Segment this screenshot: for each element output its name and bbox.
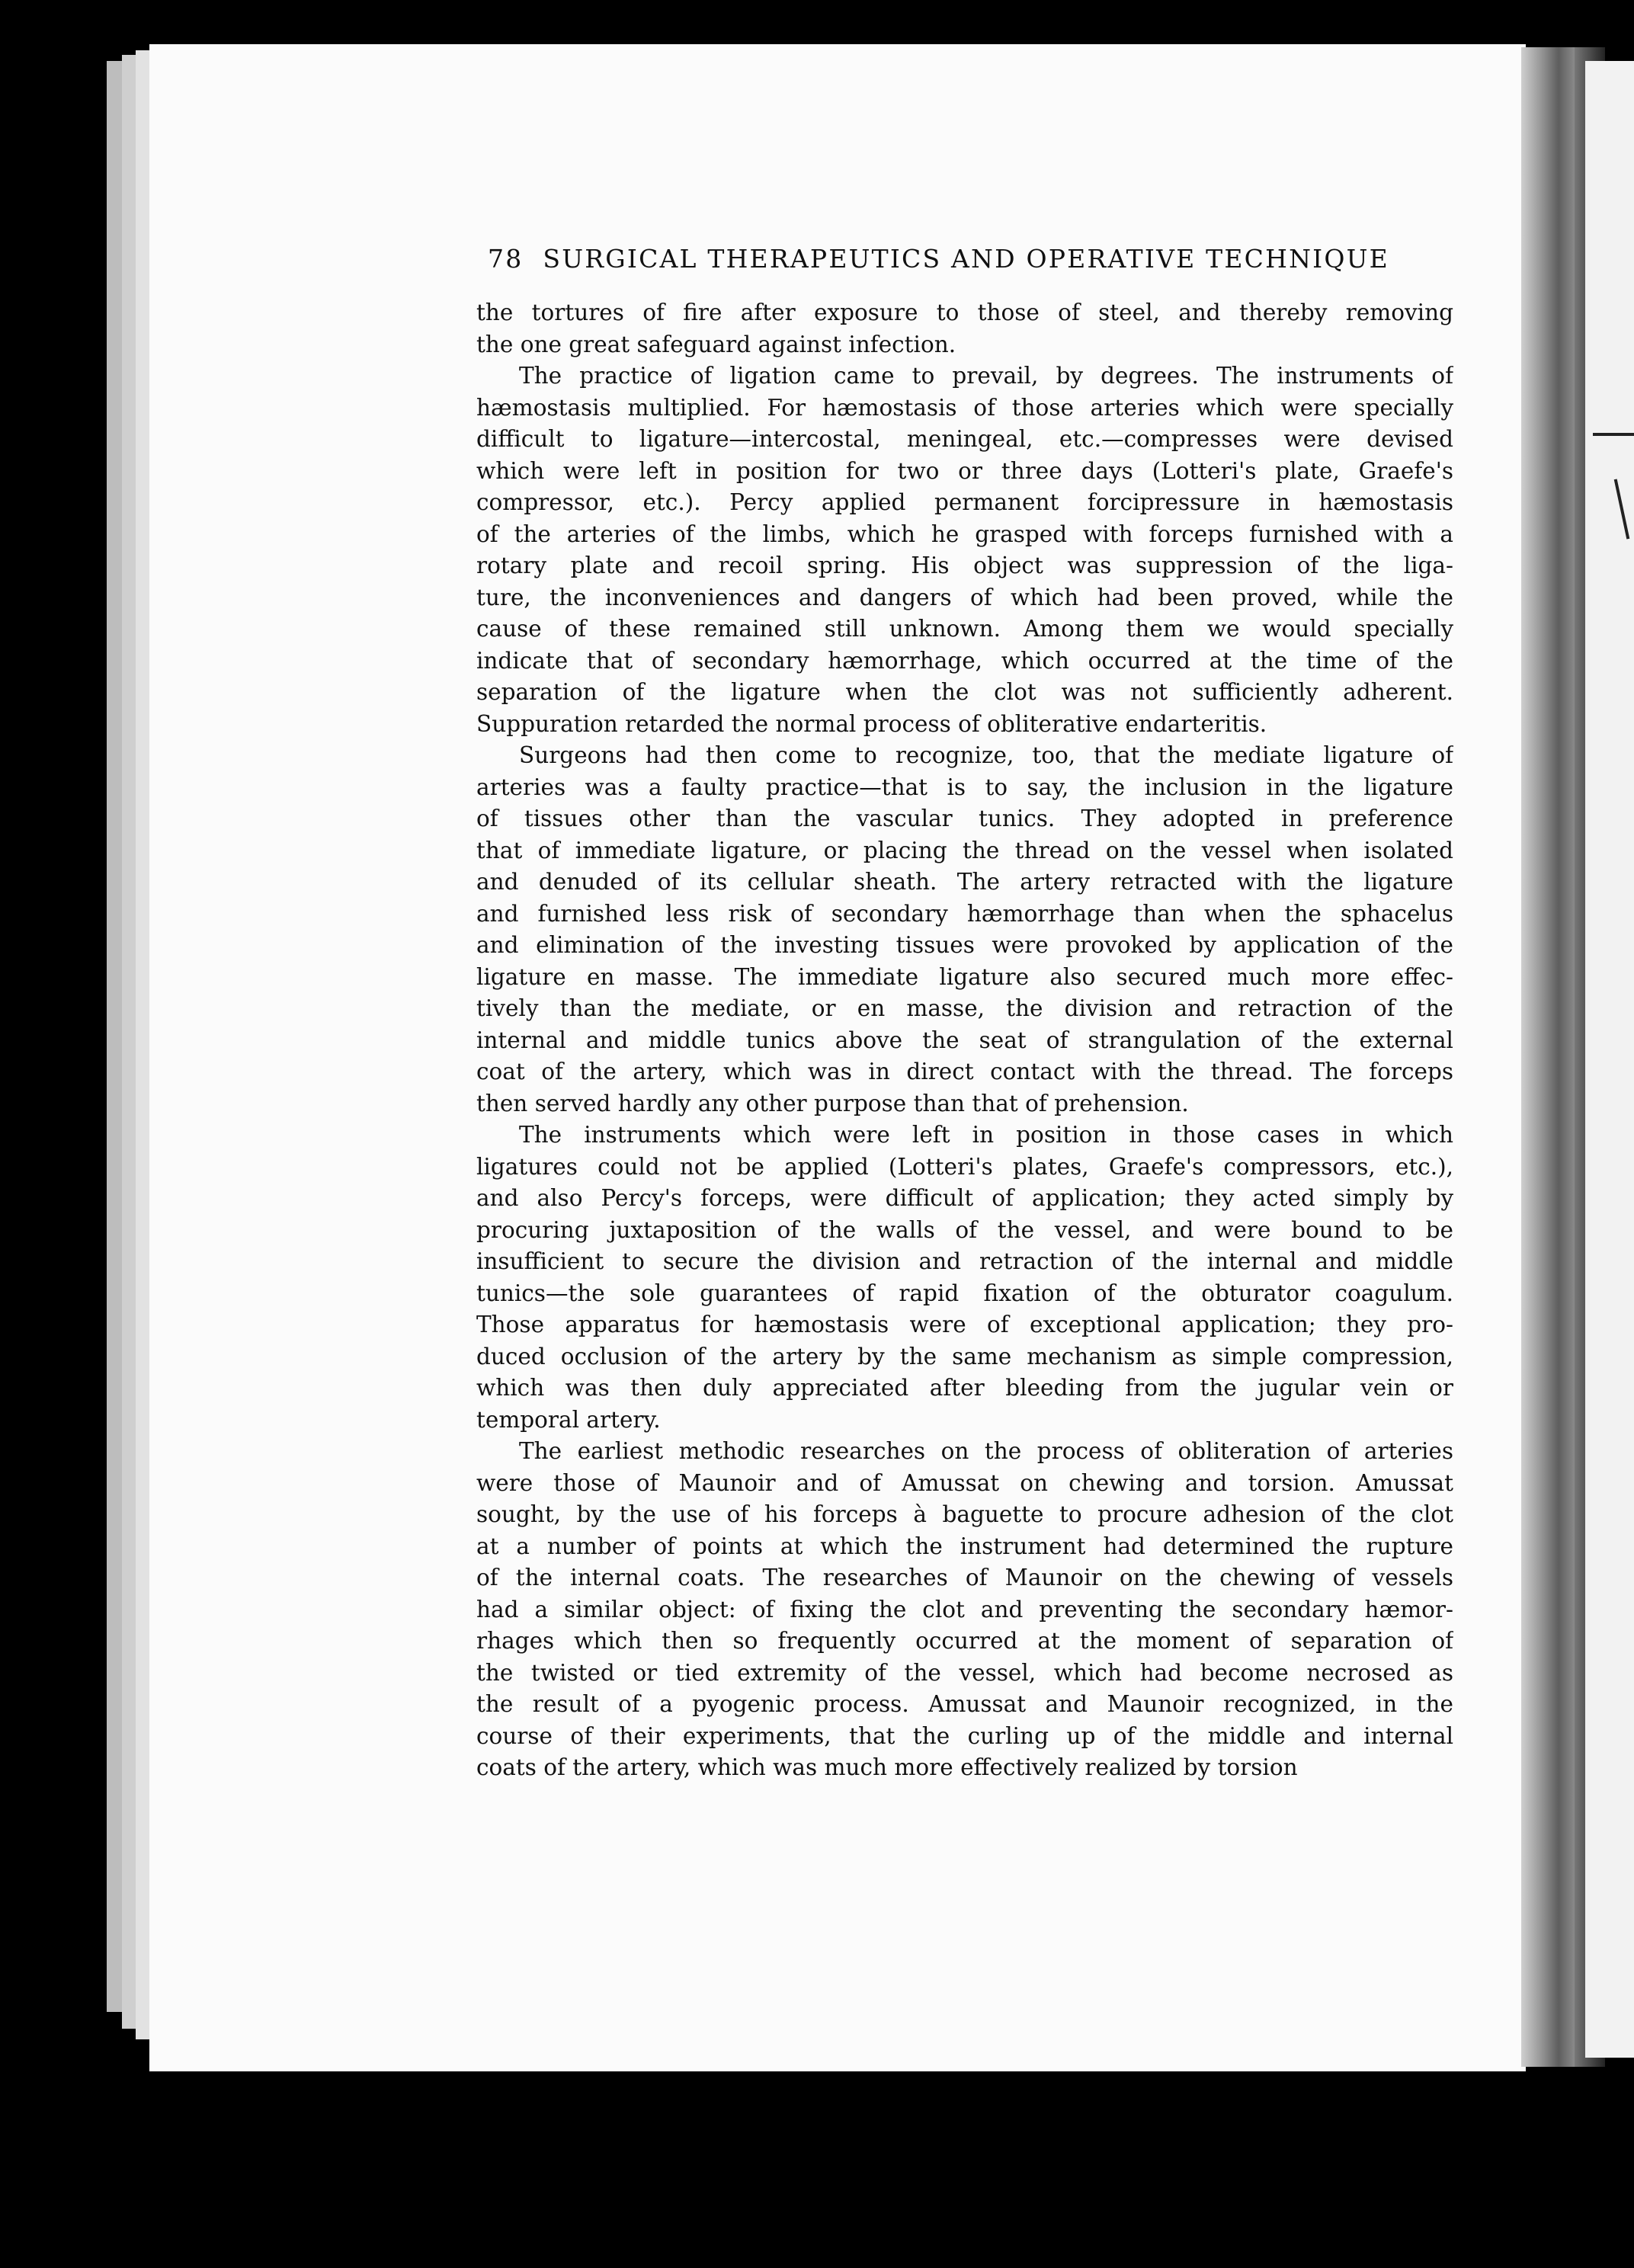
text-line: tively than the mediate, or en masse, the division and retraction of the bbox=[476, 995, 1453, 1021]
text-line: the one great safeguard against infection. bbox=[476, 331, 956, 357]
text-line: separation of the ligature when the clot was not sufficiently adherent. bbox=[476, 679, 1453, 705]
text-line: had a similar object: of fixing the clot and preventing the secondary hæmor- bbox=[476, 1596, 1453, 1623]
text-line: The practice of ligation came to prevail, by degrees. The instruments of bbox=[519, 363, 1453, 389]
page-header: SURGICAL THERAPEUTICS AND OPERATIVE TECHNIQUE bbox=[543, 244, 1389, 274]
facing-page-edge bbox=[1585, 61, 1634, 2058]
text-line: ligature en masse. The immediate ligature also secured much more effec- bbox=[476, 963, 1453, 990]
text-line: of the internal coats. The researches of Maunoir on the chewing of vessels bbox=[476, 1565, 1453, 1590]
text-line: The earliest methodic researches on the process of obliteration of arteries bbox=[519, 1438, 1453, 1464]
text-line: coats of the artery, which was much more effectively realized by torsion bbox=[476, 1754, 1298, 1780]
page-number: 78 bbox=[488, 244, 524, 274]
text-line: insufficient to secure the division and retraction of the internal and middle bbox=[476, 1248, 1453, 1274]
text-line: ligatures could not be applied (Lotteri's plates, Graefe's compressors, etc.), bbox=[476, 1153, 1453, 1180]
text-line: and furnished less risk of secondary hæmorrhage than when the sphacelus bbox=[476, 900, 1453, 927]
text-line: the result of a pyogenic process. Amussat and Maunoir recognized, in the bbox=[476, 1691, 1453, 1717]
text-line: Surgeons had then come to recognize, too, that the mediate ligature of bbox=[519, 742, 1453, 768]
text-line: which were left in position for two or three days (Lotteri's plate, Graefe's bbox=[476, 457, 1453, 484]
text-line: temporal artery. bbox=[476, 1406, 661, 1433]
text-line: difficult to ligature—intercostal, meningeal, etc.—compresses were devised bbox=[476, 426, 1453, 452]
text-line: Suppuration retarded the normal process of obliterative endarteritis. bbox=[476, 710, 1267, 737]
running-head bbox=[476, 244, 1453, 297]
text-line: and denuded of its cellular sheath. The artery retracted with the ligature bbox=[476, 869, 1453, 895]
text-line: compressor, etc.). Percy applied permanent forcipressure in hæmostasis bbox=[476, 489, 1453, 515]
text-block bbox=[476, 244, 1453, 1784]
facing-page-mark bbox=[1593, 433, 1634, 436]
book-binding bbox=[1521, 47, 1575, 2067]
text-line: arteries was a faulty practice—that is to say, the inclusion in the ligature bbox=[476, 774, 1453, 800]
text-line: and also Percy's forceps, were difficult of application; they acted simply by bbox=[476, 1185, 1453, 1211]
body-text bbox=[476, 297, 1453, 1784]
text-line: internal and middle tunics above the seat of strangulation of the external bbox=[476, 1027, 1453, 1053]
text-line: duced occlusion of the artery by the same mechanism as simple compression, bbox=[476, 1343, 1453, 1369]
text-line: of the arteries of the limbs, which he grasped with forceps furnished with a bbox=[476, 521, 1453, 547]
text-line: which was then duly appreciated after bleeding from the jugular vein or bbox=[476, 1375, 1453, 1401]
text-line: rhages which then so frequently occurred at the moment of separation of bbox=[476, 1628, 1453, 1654]
text-line: hæmostasis multiplied. For hæmostasis of those arteries which were specially bbox=[476, 394, 1453, 421]
text-line: cause of these remained still unknown. Among them we would specially bbox=[476, 616, 1453, 642]
text-line: rotary plate and recoil spring. His object was suppression of the liga- bbox=[476, 553, 1453, 578]
text-line: that of immediate ligature, or placing the thread on the vessel when isolated bbox=[476, 837, 1453, 863]
text-line: coat of the artery, which was in direct contact with the thread. The forceps bbox=[476, 1059, 1453, 1084]
text-line: course of their experiments, that the curling up of the middle and internal bbox=[476, 1722, 1453, 1749]
text-line: The instruments which were left in position in those cases in which bbox=[519, 1122, 1453, 1148]
paragraph bbox=[476, 297, 1453, 360]
text-line: were those of Maunoir and of Amussat on chewing and torsion. Amussat bbox=[476, 1469, 1453, 1496]
paragraph bbox=[476, 1120, 1453, 1436]
text-line: ture, the inconveniences and dangers of which had been proved, while the bbox=[476, 584, 1453, 610]
text-line: tunics—the sole guarantees of rapid fixation of the obturator coagulum. bbox=[476, 1280, 1453, 1306]
text-line: and elimination of the investing tissues were provoked by application of the bbox=[476, 932, 1453, 958]
text-line: at a number of points at which the instrument had determined the rupture bbox=[476, 1533, 1453, 1559]
text-line: the tortures of fire after exposure to those of steel, and thereby removing bbox=[476, 300, 1453, 325]
paragraph bbox=[476, 740, 1453, 1120]
text-line: Those apparatus for hæmostasis were of exceptional application; they pro- bbox=[476, 1312, 1453, 1337]
text-line: sought, by the use of his forceps à baguette to procure adhesion of the clot bbox=[476, 1501, 1453, 1527]
text-line: procuring juxtaposition of the walls of the vessel, and were bound to be bbox=[476, 1216, 1453, 1243]
text-line: the twisted or tied extremity of the vessel, which had become necrosed as bbox=[476, 1659, 1453, 1686]
paragraph bbox=[476, 360, 1453, 740]
paragraph bbox=[476, 1436, 1453, 1784]
text-line: of tissues other than the vascular tunics. They adopted in preference bbox=[476, 806, 1453, 831]
text-line: indicate that of secondary hæmorrhage, which occurred at the time of the bbox=[476, 647, 1453, 674]
text-line: then served hardly any other purpose than that of prehension. bbox=[476, 1090, 1189, 1116]
